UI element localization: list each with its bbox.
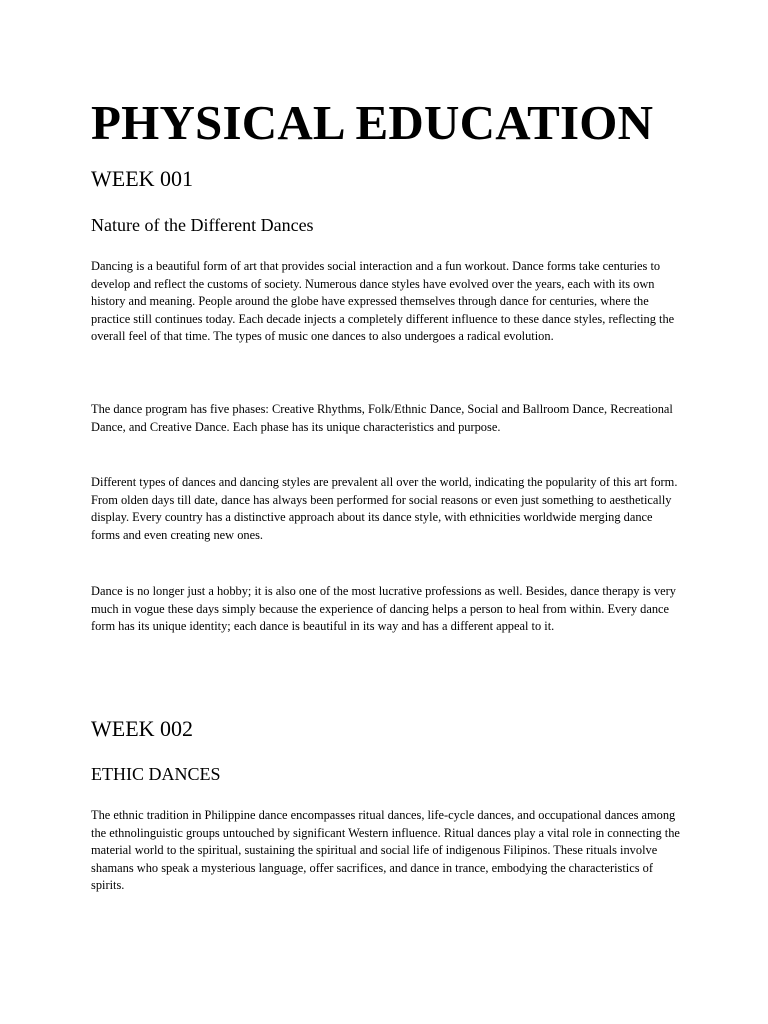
section-heading-ethic-dances: ETHIC DANCES <box>91 764 221 784</box>
paragraph: The dance program has five phases: Creative Rhythms, Folk/Ethnic Dance, Social and Ballroom Dance, Recreational Dance, and Creative Dance. Each phase has its unique characteristics and purpose. <box>91 402 673 434</box>
paragraph: Dancing is a beautiful form of art that provides social interaction and a fun workout. Dance forms take centuries to develop and reflect the customs of society. Numerous dance styles have evolved over the years, each with its own history and meaning. People around the globe have expressed themselves through dance for centuries, where the practice still continues today. Each decade injects a completely different influence to these dance styles, reflecting the overall feel of that time. The types of music one dances to also undergoes a radical evolution. <box>91 259 675 344</box>
paragraph: The ethnic tradition in Philippine dance encompasses ritual dances, life-cycle dances, and occupational dances among the ethnolinguistic groups untouched by significant Western influence. Ritual dances play a vital role in connecting the material world to the spiritual, sustaining the spiritual and social life of indigenous Filipinos. These rituals involve shamans who speak a mysterious language, offer sacrifices, and dance in trance, embodying the characteristics of spirits. <box>91 808 680 893</box>
week-heading-001: WEEK 001 <box>91 166 194 191</box>
week-heading-002: WEEK 002 <box>91 716 194 741</box>
paragraph: Dance is no longer just a hobby; it is also one of the most lucrative professions as well. Besides, dance therapy is very much in vogue these days simply because the experience of dancing helps a person to heal from within. Every dance form has its unique identity; each dance is beautiful in its way and has a different appeal to it. <box>91 584 676 634</box>
section-heading-nature-of-dances: Nature of the Different Dances <box>91 215 314 235</box>
document-title: PHYSICAL EDUCATION <box>91 95 654 150</box>
paragraph: Different types of dances and dancing styles are prevalent all over the world, indicating the popularity of this art form. From olden days till date, dance has always been performed for social reasons or even just something to aesthetically display. Every country has a distinctive approach about its dance style, with ethnicities worldwide merging dance forms and even creating new ones. <box>91 475 678 542</box>
